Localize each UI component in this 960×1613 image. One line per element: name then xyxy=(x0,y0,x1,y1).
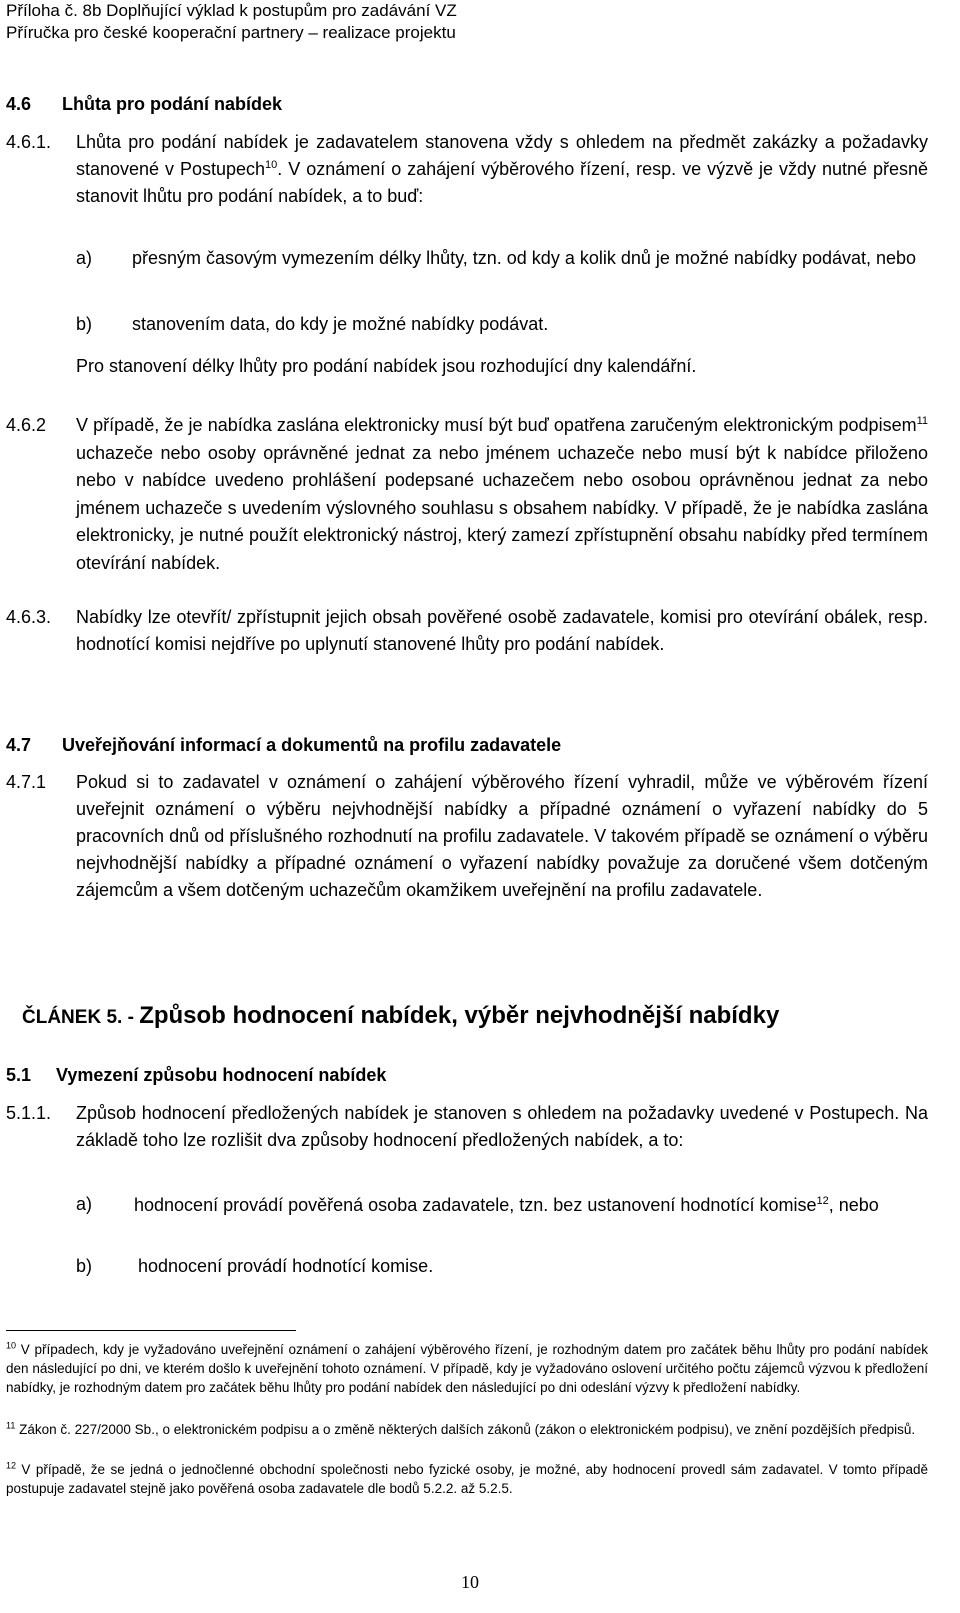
header-line-2: Příručka pro české kooperační partnery – realizace projektu xyxy=(6,23,456,42)
chapter-title: Způsob hodnocení nabídek, výběr nejvhodnější nabídky xyxy=(139,1002,780,1029)
list-text: přesným časovým vymezením délky lhůty, tzn. od kdy a kolik dnů je možné nabídky podávat, nebo xyxy=(132,248,917,268)
footnote-10 xyxy=(6,1340,928,1397)
page-number: 10 xyxy=(461,1572,479,1592)
paragraph-4-6-2 xyxy=(76,412,928,577)
section-4-7-heading xyxy=(6,734,561,756)
footnote-12 xyxy=(6,1460,928,1498)
section-number: 5.1 xyxy=(6,1065,32,1085)
paragraph-number-4-6-3: 4.6.3. xyxy=(6,607,52,627)
section-4-6-heading xyxy=(6,93,282,115)
list-text xyxy=(134,1191,928,1219)
paragraph-4-7-1: Pokud si to zadavatel v oznámení o zahájení výběrového řízení vyhradil, může ve výběrovém řízení uveřejnit oznámení o výběru nejvhodnější nabídky a případné oznámení o vyřazení nabídky do 5 pracovních dnů od příslušného rozhodnutí na profilu zadavatele. V takovém případě se oznámení o výběru nejvhodnější nabídky a případné oznámení o vyřazení nabídky považuje za doručené všem dotčeným zájemcům a všem dotčeným uchazečům okamžikem uveřejnění na profilu zadavatele. xyxy=(76,772,928,900)
paragraph-4-6-1 xyxy=(76,129,928,210)
footnote-ref-12: 12 xyxy=(816,1195,829,1207)
section-title: Vymezení způsobu hodnocení nabídek xyxy=(56,1065,387,1085)
section-5-1-heading xyxy=(6,1064,386,1086)
footnote-number: 12 xyxy=(6,1460,17,1471)
header-line-1: Příloha č. 8b Doplňující výklad k postupům pro zadávání VZ xyxy=(6,1,457,20)
paragraph-calendar-days: Pro stanovení délky lhůty pro podání nabídek jsou rozhodující dny kalendářní. xyxy=(76,356,697,376)
section-title: Uveřejňování informací a dokumentů na profilu zadavatele xyxy=(62,735,562,755)
paragraph-number-4-6-2: 4.6.2 xyxy=(6,415,47,435)
list-text-part: hodnocení provádí pověřená osoba zadavatele, tzn. bez ustanovení hodnotící komise xyxy=(134,1195,817,1215)
footnote-ref-10: 10 xyxy=(265,159,278,171)
list-text-part: , nebo xyxy=(828,1195,879,1215)
list-label: b) xyxy=(76,1256,93,1276)
list-text: stanovením data, do kdy je možné nabídky podávat. xyxy=(132,314,549,334)
footnote-separator xyxy=(6,1330,296,1331)
list-item-b xyxy=(76,311,928,337)
paragraph-4-6-3: Nabídky lze otevřít/ zpřístupnit jejich obsah pověřené osobě zadavatele, komisi pro otevírání obálek, resp. hodnotící komisi nejdříve po uplynutí stanovené lhůty pro podání nabídek. xyxy=(76,607,928,654)
section-number: 4.7 xyxy=(6,735,32,755)
paragraph-text: V případě, že je nabídka zaslána elektronicky musí být buď opatřena zaručeným elektronickým podpisem xyxy=(76,415,917,435)
footnote-number: 10 xyxy=(6,1340,17,1351)
paragraph-text-cont: uchazeče nebo osoby oprávněné jednat za nebo jménem uchazeče nebo musí být k nabídce přiloženo nebo v nabídce uvedeno prohlášení podepsané uchazečem nebo osobou oprávněnou jednat za nebo jménem uchazeče s uvedením výslovného souhlasu s obsahem nabídky. V případě, že je nabídka zaslána elektronicky, je nutné použít elektronický nástroj, který zamezí zpřístupnění obsahu nabídky před termínem otevírání nabídek. xyxy=(76,442,928,573)
footnote-text: Zákon č. 227/2000 Sb., o elektronickém podpisu a o změně některých dalších zákonů (zákon o elektronickém podpisu), ve znění pozdějších předpisů. xyxy=(15,1422,916,1437)
list-item-a xyxy=(76,245,928,271)
list-item-a xyxy=(76,1191,928,1219)
list-label: a) xyxy=(76,1194,93,1214)
footnote-text: V případě, že se jedná o jednočlenné obchodní společnosti nebo fyzické osoby, je možné, aby hodnocení provedl sám zadavatel. V tomto případě postupuje zadavatel stejně jako pověřená osoba zadavatele dle bodů 5.2.2. až 5.2.5. xyxy=(6,1462,928,1496)
section-number: 4.6 xyxy=(6,94,32,114)
chapter-label: ČLÁNEK 5. - xyxy=(22,1007,140,1028)
paragraph-5-1-1: Způsob hodnocení předložených nabídek je stanoven s ohledem na požadavky uvedené v Postupech. Na základě toho lze rozlišit dva způsoby hodnocení předložených nabídek, a to: xyxy=(76,1103,928,1150)
footnote-text: V případech, kdy je vyžadováno uveřejnění oznámení o zahájení výběrového řízení, je rozhodným datem pro začátek běhu lhůty pro podání nabídek den následující po dni, ve kterém došlo k uveřejnění tohoto oznámení. V případě, kdy je vyžadováno oslovení určitého počtu zájemců výzvou k předložení nabídky, je rozhodným datem pro začátek běhu lhůty pro podání nabídek den následující po dni odeslání výzvy k předložení nabídky. xyxy=(6,1342,928,1395)
paragraph-number-5-1-1: 5.1.1. xyxy=(6,1103,52,1123)
list-text: hodnocení provádí hodnotící komise. xyxy=(138,1256,434,1276)
footnote-ref-11: 11 xyxy=(916,415,928,427)
page-header xyxy=(6,0,457,44)
footnote-11 xyxy=(6,1420,928,1439)
paragraph-number-4-7-1: 4.7.1 xyxy=(6,772,47,792)
chapter-5-heading xyxy=(22,1002,779,1030)
section-title: Lhůta pro podání nabídek xyxy=(62,94,282,114)
list-label: a) xyxy=(76,248,93,268)
list-label: b) xyxy=(76,314,93,334)
paragraph-text: Lhůta pro podání nabídek je zadavatelem stanovena vždy s ohledem na předmět zakázky a požadavky stanovené v Postupech xyxy=(76,132,928,179)
list-item-b xyxy=(76,1253,928,1279)
footnote-number: 11 xyxy=(6,1420,16,1431)
paragraph-number-4-6-1: 4.6.1. xyxy=(6,132,52,152)
paragraph-text-cont: . V oznámení o zahájení výběrového řízení, resp. ve výzvě je vždy nutné přesně stanovit lhůtu pro podání nabídek, a to buď: xyxy=(76,159,928,206)
